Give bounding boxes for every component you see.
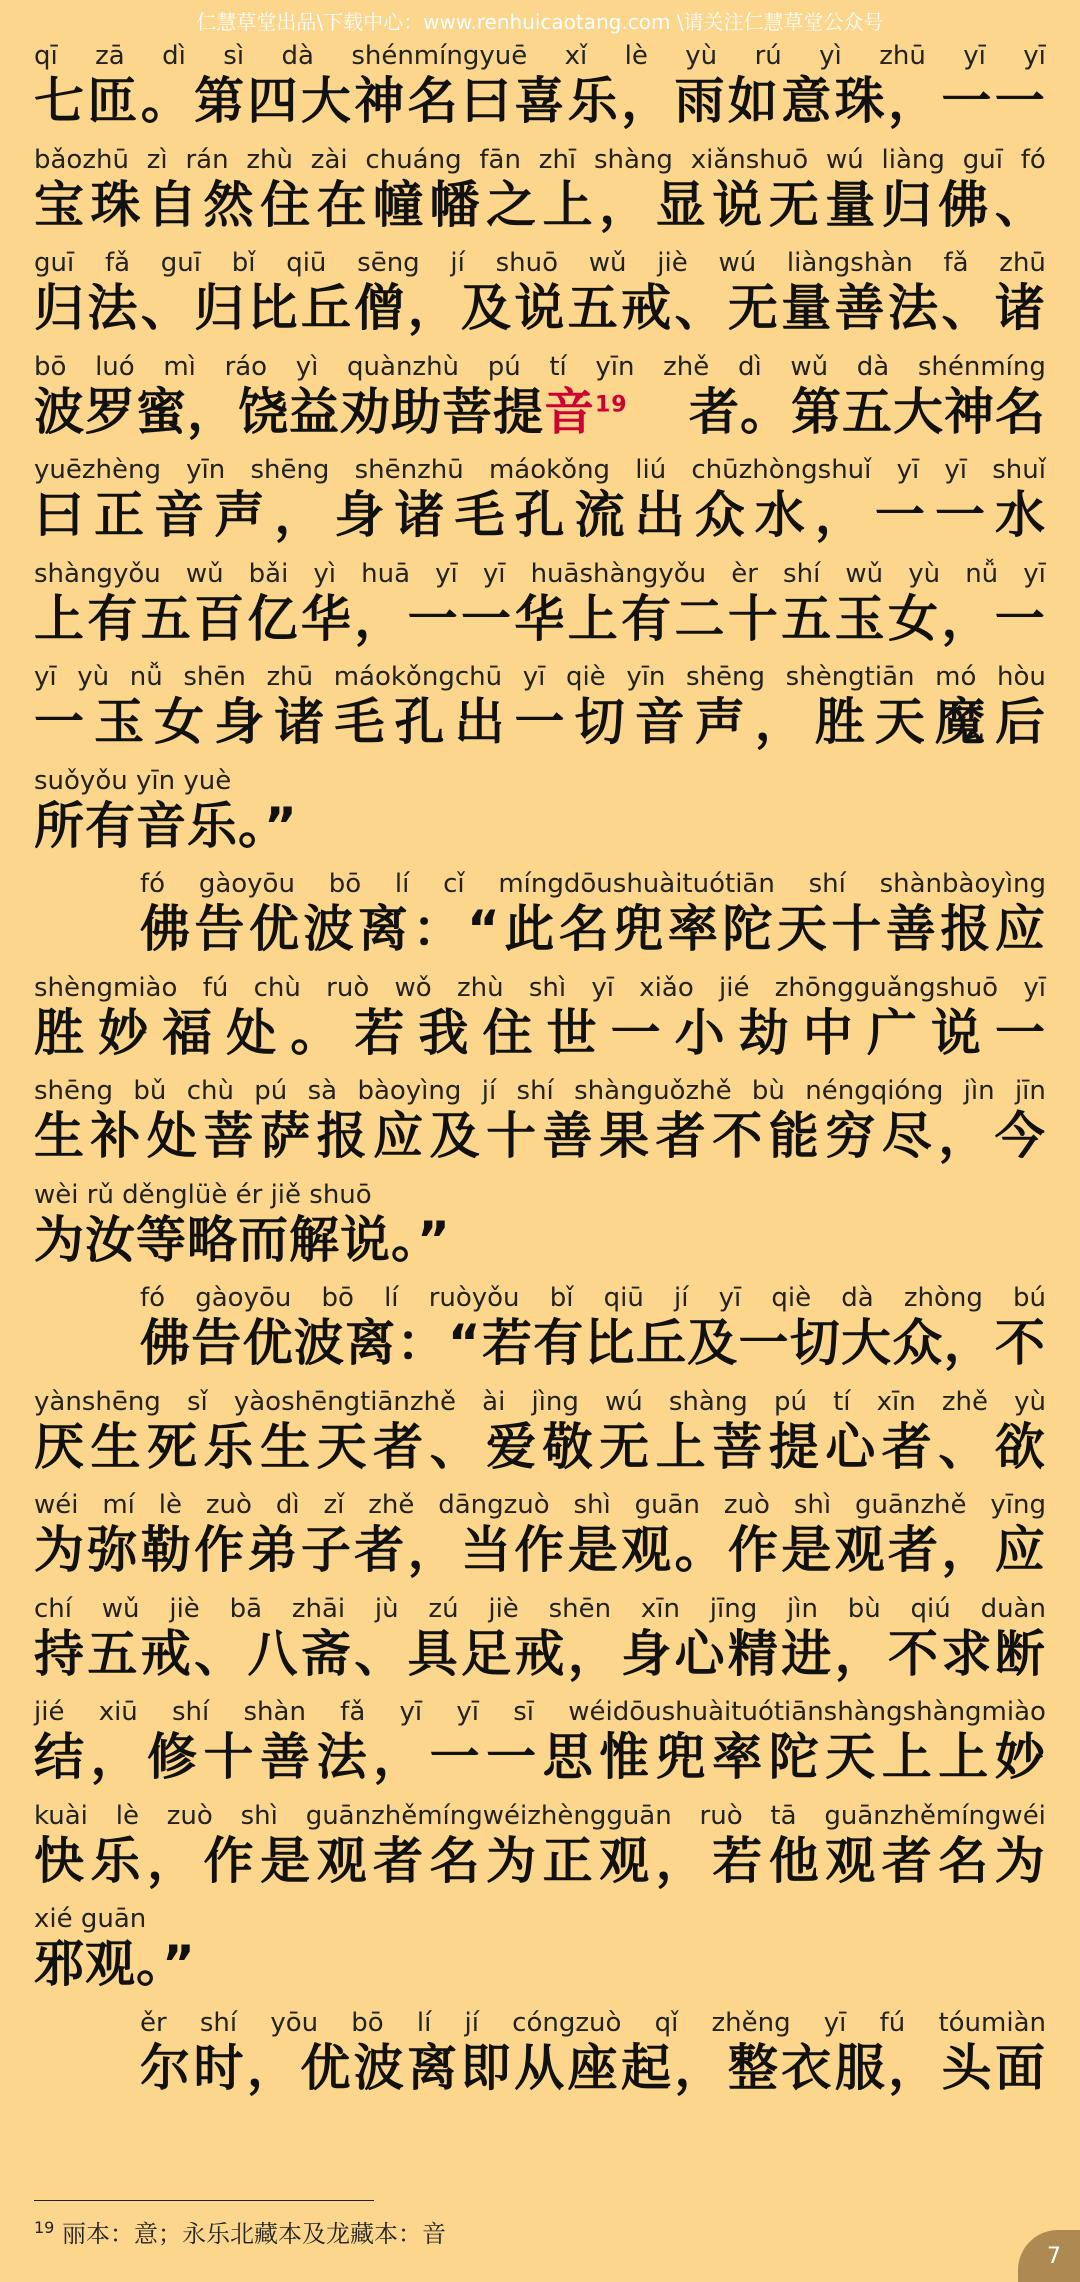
hanzi-line: 厌 生 死 乐 生 天 者 、 爱 敬 无 上 菩 提 心 者 、 欲 [34, 1417, 1046, 1476]
text-line [34, 1075, 1046, 1179]
hanzi-line: 上 有 五 百 亿 华 ， 一 一 华 上 有 二 十 五 玉 女 ， 一 [34, 589, 1046, 648]
pinyin-line: shàngyǒu wǔ bǎi yì huā yī yī huāshàngyǒu èr shí wǔ yù nǚ yī [34, 558, 1046, 589]
hanzi-line: 生 补 处 菩 萨 报 应 及 十 善 果 者 不 能 穷 尽 ， 今 [34, 1107, 1046, 1165]
footnote-text: 丽本：意；永乐北藏本及龙藏本：音 [62, 2220, 446, 2248]
pinyin-line: yī yù nǚ shēn zhū máokǒngchū yī qiè yīn shēng shèngtiān mó hòu [34, 662, 1046, 692]
pinyin-line: shēng bǔ chù pú sà bàoyìng jí shí shànguǒzhě bù néngqióng jìn jīn [34, 1076, 1046, 1106]
text-line [140, 1282, 1046, 1386]
hanzi-line: 佛 告 优 波 离 ： “ 若 有 比 丘 及 一 切 大 众 ， 不 [140, 1314, 1046, 1372]
text-line [34, 40, 1046, 144]
page-number: 7 [1018, 2230, 1080, 2282]
pinyin-line: chí wǔ jiè bā zhāi jù zú jiè shēn xīn jīng jìn bù qiú duàn [34, 1593, 1046, 1624]
text-line [34, 765, 1046, 869]
pinyin-line: yànshēng sǐ yàoshēngtiānzhě ài jìng wú shàng pú tí xīn zhě yù [34, 1386, 1046, 1417]
footnote-divider [34, 2200, 374, 2201]
text-line [34, 661, 1046, 765]
hanzi-segment: 者。第五大神名 [689, 382, 1046, 441]
text-line [34, 972, 1046, 1076]
variant-character: 音 [544, 382, 595, 441]
text-line [34, 144, 1046, 248]
pinyin-line: suǒyǒu yīn yuè [34, 765, 232, 796]
text-line [34, 1800, 1046, 1904]
footnote-number: 19 [34, 2218, 55, 2237]
text-line [140, 868, 1046, 972]
footnote-ref[interactable]: 19 [595, 391, 628, 417]
hanzi-line: 持 五 戒 、 八 斋 、 具 足 戒 ， 身 心 精 进 ， 不 求 断 [34, 1624, 1046, 1683]
text-line [34, 1696, 1046, 1800]
text-line [34, 454, 1046, 558]
scripture-text [0, 40, 1080, 2110]
pinyin-line: fó gàoyōu bō lí ruòyǒu bǐ qiū jí yī qiè dà zhòng bú [140, 1283, 1046, 1313]
hanzi-line: 佛 告 优 波 离 ： “ 此 名 兜 率 陀 天 十 善 报 应 [140, 900, 1046, 958]
hanzi-line: 为汝等略而解说。” [34, 1210, 451, 1269]
pinyin-line: xié guān [34, 1904, 147, 1934]
pinyin-line: bō luó mì ráo yì quànzhù pú tí yīn zhě dì wǔ dà shénmíng [34, 351, 1046, 382]
hanzi-line: 尔 时 ， 优 波 离 即 从 座 起 ， 整 衣 服 ， 头 面 [140, 2038, 1046, 2097]
hanzi-segment: 波罗蜜，饶益劝助菩提 [34, 382, 544, 441]
pinyin-line: kuài lè zuò shì guānzhěmíngwéizhèngguān ruò tā guānzhěmíngwéi [34, 1800, 1046, 1831]
text-line [140, 2007, 1046, 2111]
hanzi-line [34, 381, 1046, 443]
hanzi-line: 归 法 、 归 比 丘 僧 ， 及 说 五 戒 、 无 量 善 法 、 诸 [34, 279, 1046, 337]
hanzi-line: 七 匝 。 第 四 大 神 名 曰 喜 乐 ， 雨 如 意 珠 ， 一 一 [34, 72, 1046, 130]
text-line [34, 558, 1046, 662]
text-line [34, 1593, 1046, 1697]
pinyin-line: wéi mí lè zuò dì zǐ zhě dāngzuò shì guān zuò shì guānzhě yīng [34, 1490, 1046, 1520]
header-watermark: 仁慧草堂出品\下载中心：www.renhuicaotang.com \请关注仁慧草堂公众号 [196, 10, 884, 34]
pinyin-line: fó gàoyōu bō lí cǐ míngdōushuàituótiān shí shànbàoyìng [140, 869, 1046, 899]
text-line [34, 247, 1046, 351]
hanzi-line: 所有音乐。” [34, 796, 298, 855]
pinyin-line: yuēzhèng yīn shēng shēnzhū máokǒng liú chūzhòngshuǐ yī yī shuǐ [34, 455, 1046, 485]
hanzi-line: 结 ， 修 十 善 法 ， 一 一 思 惟 兜 率 陀 天 上 上 妙 [34, 1728, 1046, 1786]
hanzi-line: 快 乐 ， 作 是 观 者 名 为 正 观 ， 若 他 观 者 名 为 [34, 1831, 1046, 1890]
text-line [34, 1903, 1046, 2007]
pinyin-line: shèngmiào fú chù ruò wǒ zhù shì yī xiǎo jié zhōngguǎngshuō yī [34, 972, 1046, 1003]
pinyin-line: wèi rǔ děnglüè ér jiě shuō [34, 1179, 372, 1210]
text-line [34, 1386, 1046, 1490]
hanzi-line: 宝 珠 自 然 住 在 幢 幡 之 上 ， 显 说 无 量 归 佛 、 [34, 175, 1046, 234]
pinyin-line: guī fǎ guī bǐ qiū sēng jí shuō wǔ jiè wú liàngshàn fǎ zhū [34, 248, 1046, 278]
footnote [34, 2214, 446, 2249]
text-line [34, 351, 1046, 455]
hanzi-line: 邪观。” [34, 1935, 196, 1993]
text-line [34, 1489, 1046, 1593]
hanzi-line: 胜 妙 福 处 。 若 我 住 世 一 小 劫 中 广 说 一 [34, 1003, 1046, 1062]
pinyin-line: ěr shí yōu bō lí jí cóngzuò qǐ zhěng yī fú tóumiàn [140, 2007, 1046, 2038]
hanzi-line: 曰 正 音 声 ， 身 诸 毛 孔 流 出 众 水 ， 一 一 水 [34, 486, 1046, 544]
hanzi-line: 为 弥 勒 作 弟 子 者 ， 当 作 是 观 。 作 是 观 者 ， 应 [34, 1521, 1046, 1579]
hanzi-line: 一 玉 女 身 诸 毛 孔 出 一 切 音 声 ， 胜 天 魔 后 [34, 693, 1046, 751]
pinyin-line: bǎozhū zì rán zhù zài chuáng fān zhī shàng xiǎnshuō wú liàng guī fó [34, 144, 1046, 175]
text-line [34, 1179, 1046, 1283]
pinyin-line: jié xiū shí shàn fǎ yī yī sī wéidōushuàituótiānshàngshàngmiào [34, 1697, 1046, 1727]
pinyin-line: qī zā dì sì dà shénmíngyuē xǐ lè yù rú yì zhū yī yī [34, 41, 1046, 71]
